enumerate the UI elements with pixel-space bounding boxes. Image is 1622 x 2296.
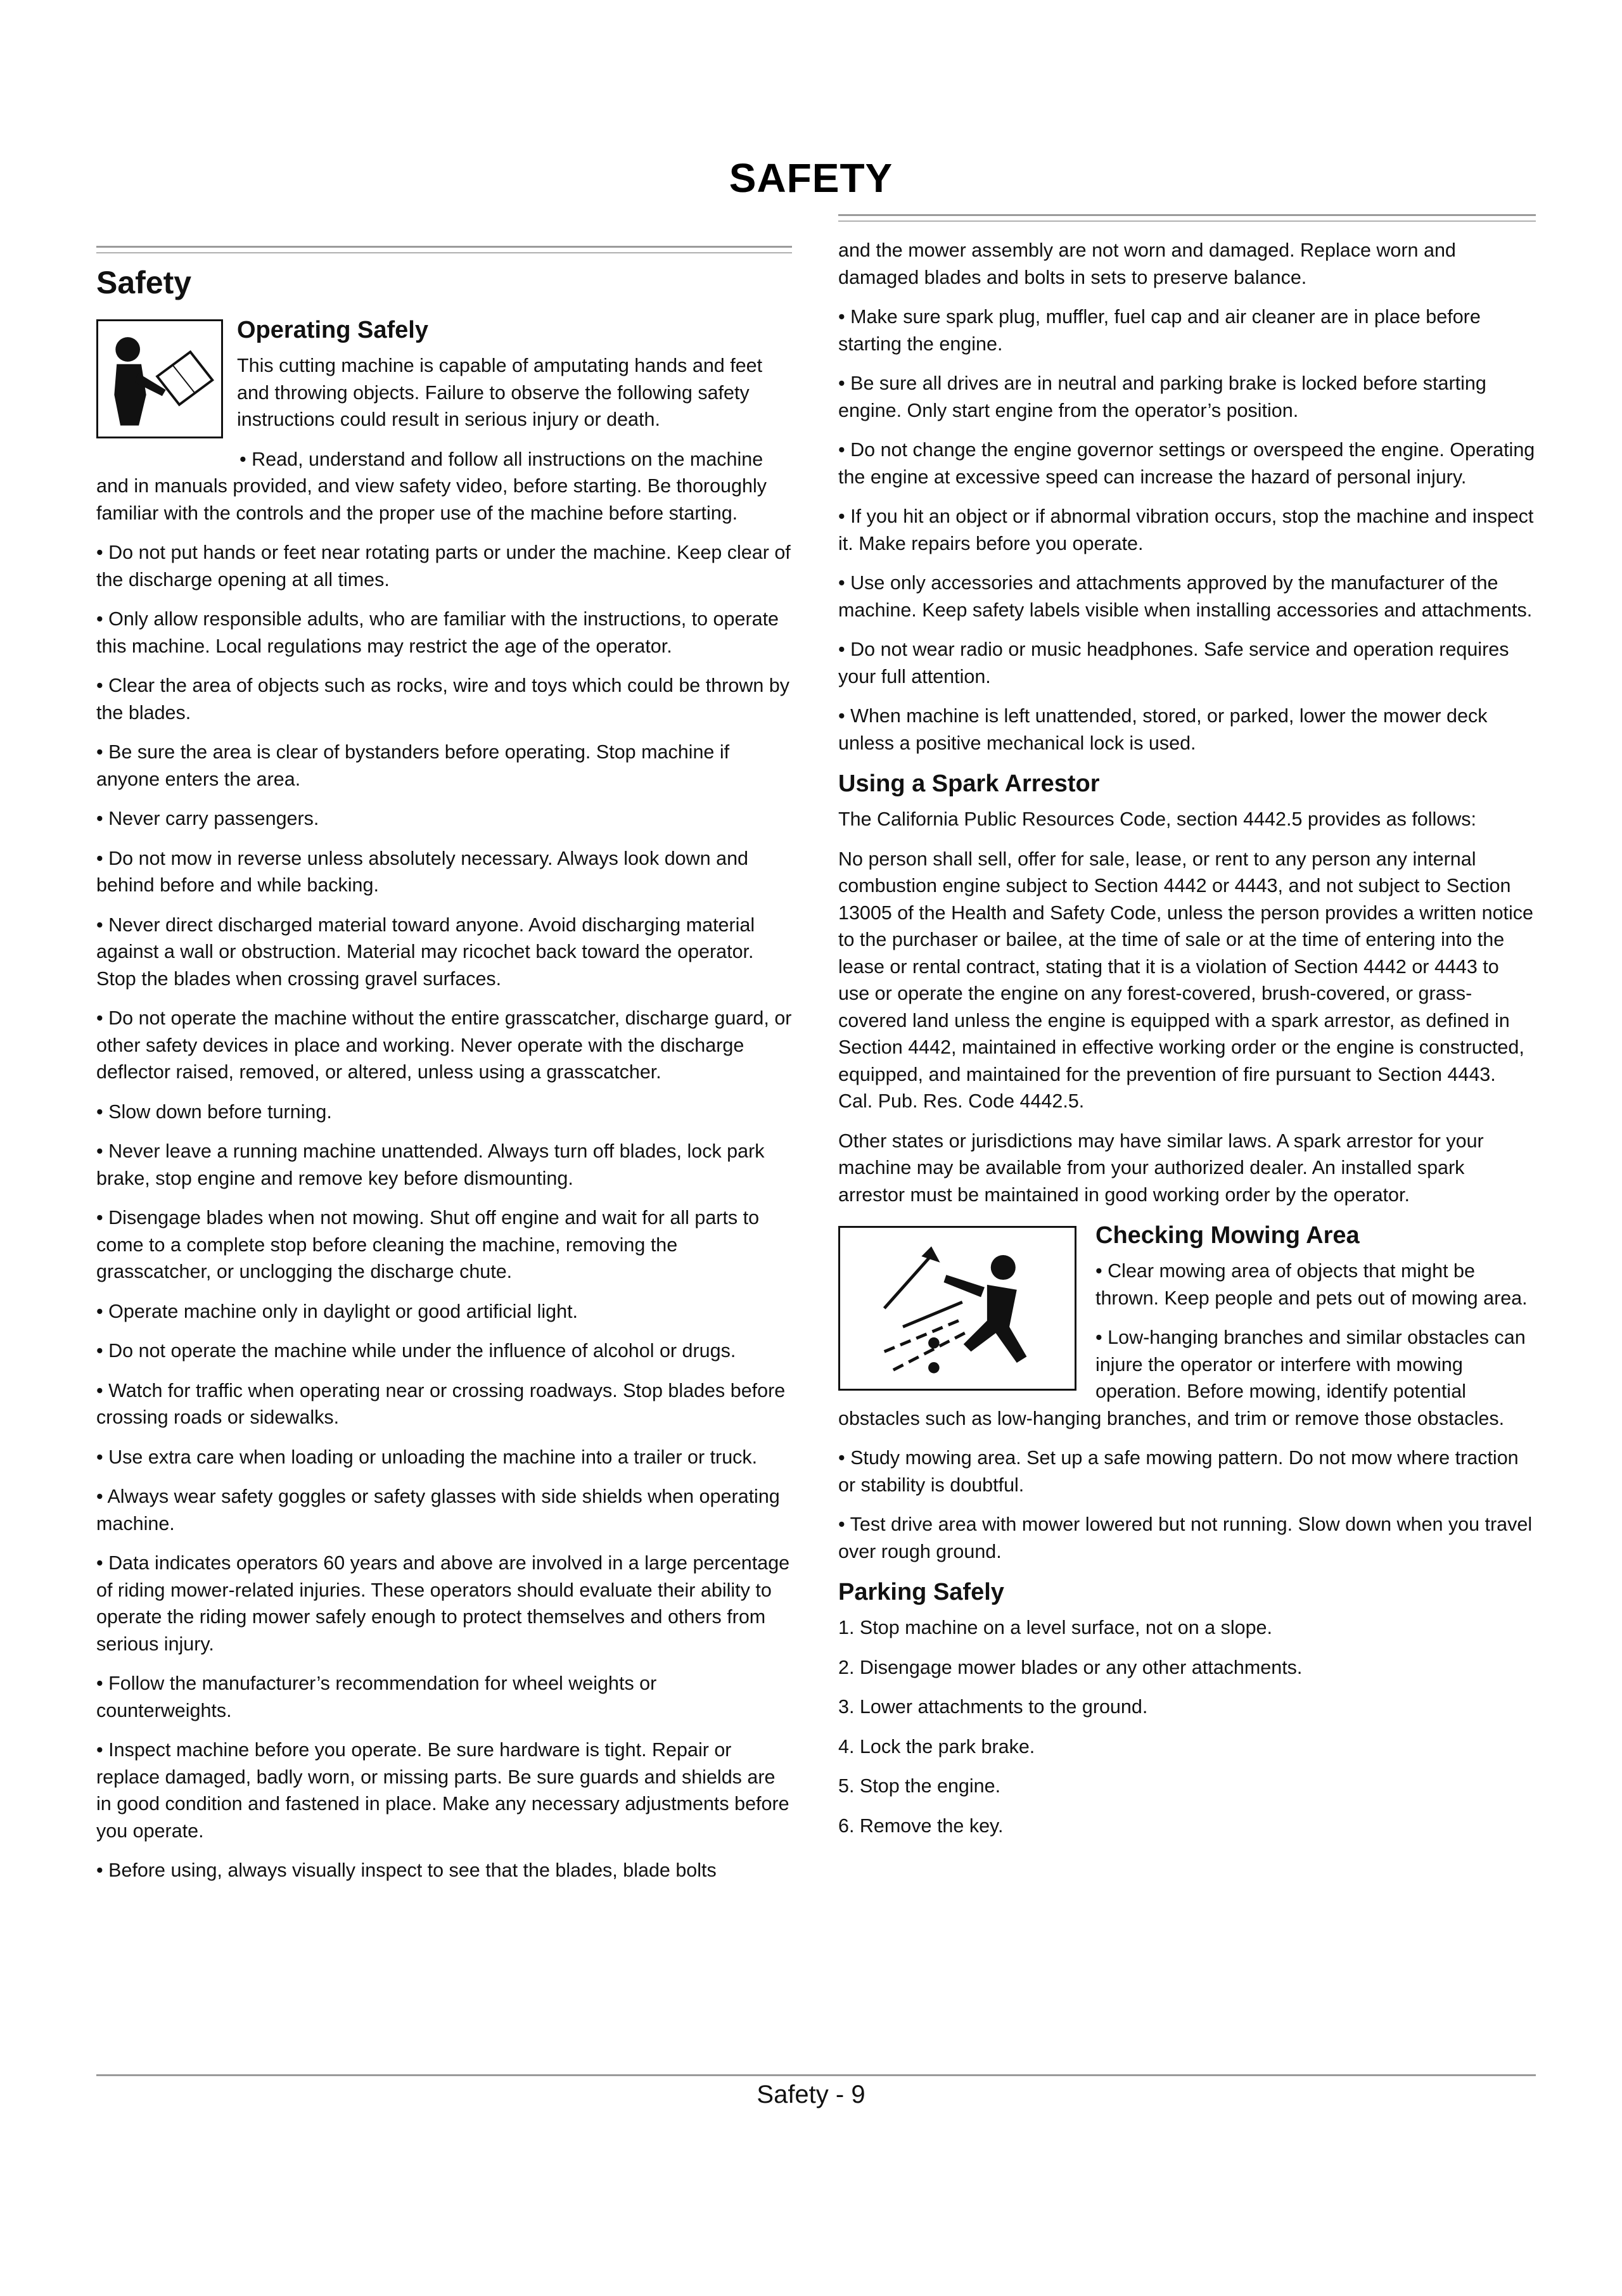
spark-paragraph: No person shall sell, offer for sale, lease, or rent to any person any internal combustion engine subject to Section 4442 or 4443, and not subject to Section 13005 of the Health and Safety Code, unless the person provides a written notice to the purchaser or bailee, at the time of sale or at the time of entering into the lease or rental contract, stating that it is a violation of Section 4442 or 4443 to use or operate the engine on any forest-covered, brush-covered, or grass-covered land unless the engine is equipped with a spark arrestor, as defined in Section 4442, maintained in effective working order or the engine is constructed, equipped, and maintained for the prevention of fire pursuant to Section 4443. Cal. Pub. Res. Code 4442.5. — [838, 848, 1534, 1112]
checking-mowing-area-title: Checking Mowing Area — [1095, 1222, 1360, 1249]
list-item: • Be sure all drives are in neutral and parking brake is locked before starting engine. Only start engine from the operator’s position. — [838, 373, 1486, 421]
list-item: • Data indicates operators 60 years and above are involved in a large percentage of riding mower-related injuries. These operators should evaluate their ability to operate the riding mower safely enough to protect themselves and others from serious injury. — [96, 1552, 790, 1655]
list-item: • Do not operate the machine while under the influence of alcohol or drugs. — [96, 1340, 736, 1362]
read-manual-icon — [96, 319, 223, 438]
list-item: • Do not put hands or feet near rotating parts or under the machine. Keep clear of the discharge opening at all times. — [96, 542, 791, 590]
list-item: 4. Lock the park brake. — [838, 1735, 1035, 1757]
spark-paragraph: The California Public Resources Code, section 4442.5 provides as follows: — [838, 808, 1477, 830]
list-item: • Low-hanging branches and similar obstacles can injure the operator or interfere with mowing operation. Before mowing, identify potential obstacles such as low-hanging branches, and trim or remove those obstacles. — [838, 1327, 1526, 1429]
list-item: • Clear mowing area of objects that might be thrown. Keep people and pets out of mowing area. — [1095, 1260, 1528, 1309]
list-item: • Do not change the engine governor settings or overspeed the engine. Operating the engine at excessive speed can increase the hazard of personal injury. — [838, 439, 1535, 488]
list-item: • Do not mow in reverse unless absolutely necessary. Always look down and behind before and while backing. — [96, 847, 748, 896]
operating-safely-title: Operating Safely — [237, 317, 428, 343]
list-item: • Read, understand and follow all instructions on the machine and in manuals provided, and view safety video, before starting. Be thoroughly familiar with the controls and the proper use of the machine before starting. — [96, 448, 767, 524]
parking-safely-title: Parking Safely — [838, 1579, 1004, 1605]
section-title: Safety — [96, 265, 192, 300]
list-item: • Never leave a running machine unattended. Always turn off blades, lock park brake, stop engine and remove key before dismounting. — [96, 1140, 765, 1189]
header-rule-left-top — [96, 246, 792, 248]
list-item: • Do not wear radio or music headphones. Safe service and operation requires your full attention. — [838, 639, 1509, 687]
thrown-objects-icon — [838, 1226, 1076, 1391]
page-title: SAFETY — [729, 155, 893, 201]
list-item: • Do not operate the machine without the entire grasscatcher, discharge guard, or other safety devices in place and working. Never operate with the discharge deflector raised, removed, or altered, unless using a grasscatcher. — [96, 1007, 792, 1083]
list-item: 2. Disengage mower blades or any other attachments. — [838, 1656, 1303, 1678]
list-item: • When machine is left unattended, stored, or parked, lower the mower deck unless a positive mechanical lock is used. — [838, 705, 1488, 754]
list-item: 6. Remove the key. — [838, 1814, 1004, 1837]
spark-paragraph: Other states or jurisdictions may have similar laws. A spark arrestor for your machine may be available from your authorized dealer. An installed spark arrestor must be maintained in good working order by the operator. — [838, 1130, 1484, 1206]
list-item: 1. Stop machine on a level surface, not on a slope. — [838, 1617, 1272, 1638]
list-item: • Clear the area of objects such as rocks, wire and toys which could be thrown by the blades. — [96, 675, 789, 724]
list-item: • Make sure spark plug, muffler, fuel cap and air cleaner are in place before starting the engine. — [838, 306, 1481, 355]
list-item: 5. Stop the engine. — [838, 1775, 1001, 1797]
list-item: • Use only accessories and attachments approved by the manufacturer of the machine. Keep safety labels visible when installing accessories and attachments. — [838, 572, 1533, 621]
list-item: • Before using, always visually inspect to see that the blades, blade bolts — [96, 1859, 717, 1881]
list-item: • Test drive area with mower lowered but not running. Slow down when you travel over rough ground. — [838, 1514, 1533, 1562]
list-item: 3. Lower attachments to the ground. — [838, 1696, 1148, 1718]
page-number: Safety - 9 — [757, 2081, 865, 2108]
list-item: • If you hit an object or if abnormal vibration occurs, stop the machine and inspect it. Make repairs before you operate. — [838, 506, 1534, 554]
list-item: • Never direct discharged material toward anyone. Avoid discharging material against a wall or obstruction. Material may ricochet back toward the operator. Stop the blades when crossing gravel surfaces. — [96, 914, 755, 990]
list-item: • Inspect machine before you operate. Be sure hardware is tight. Repair or replace damaged, badly worn, or missing parts. Be sure guards and shields are in good condition and fastened in place. Make any necessary adjustments before you operate. — [96, 1739, 789, 1842]
footer-rule — [96, 2074, 1536, 2076]
list-item: • Slow down before turning. — [96, 1100, 332, 1123]
list-item: • Watch for traffic when operating near or crossing roadways. Stop blades before crossing roads or sidewalks. — [96, 1379, 786, 1428]
list-item: • Use extra care when loading or unloading the machine into a trailer or truck. — [96, 1446, 758, 1468]
spark-arrestor-title: Using a Spark Arrestor — [838, 770, 1100, 797]
list-item: • Always wear safety goggles or safety glasses with side shields when operating machine. — [96, 1486, 780, 1534]
list-item: and the mower assembly are not worn and damaged. Replace worn and damaged blades and bolts in sets to preserve balance. — [838, 239, 1456, 288]
header-rule-left-bottom — [96, 252, 792, 253]
list-item: • Study mowing area. Set up a safe mowing pattern. Do not mow where traction or stability is doubtful. — [838, 1447, 1519, 1496]
left-column — [96, 260, 792, 1897]
list-item: • Only allow responsible adults, who are familiar with the instructions, to operate this machine. Local regulations may restrict the age of the operator. — [96, 608, 779, 657]
header-rule-right-bottom — [838, 220, 1536, 222]
list-item: • Disengage blades when not mowing. Shut off engine and wait for all parts to come to a complete stop before cleaning the machine, removing the grasscatcher, or unclogging the discharge chute. — [96, 1207, 760, 1282]
list-item: • Be sure the area is clear of bystanders before operating. Stop machine if anyone enters the area. — [96, 741, 730, 790]
header-rule-right-top — [838, 214, 1536, 216]
operating-intro: This cutting machine is capable of amputating hands and feet and throwing objects. Failure to observe the following safety instructions could result in serious injury or death. — [237, 355, 763, 430]
list-item: • Never carry passengers. — [96, 808, 319, 829]
list-item: • Follow the manufacturer’s recommendation for wheel weights or counterweights. — [96, 1673, 657, 1721]
list-item: • Operate machine only in daylight or good artificial light. — [96, 1300, 578, 1322]
right-column — [838, 237, 1535, 1852]
